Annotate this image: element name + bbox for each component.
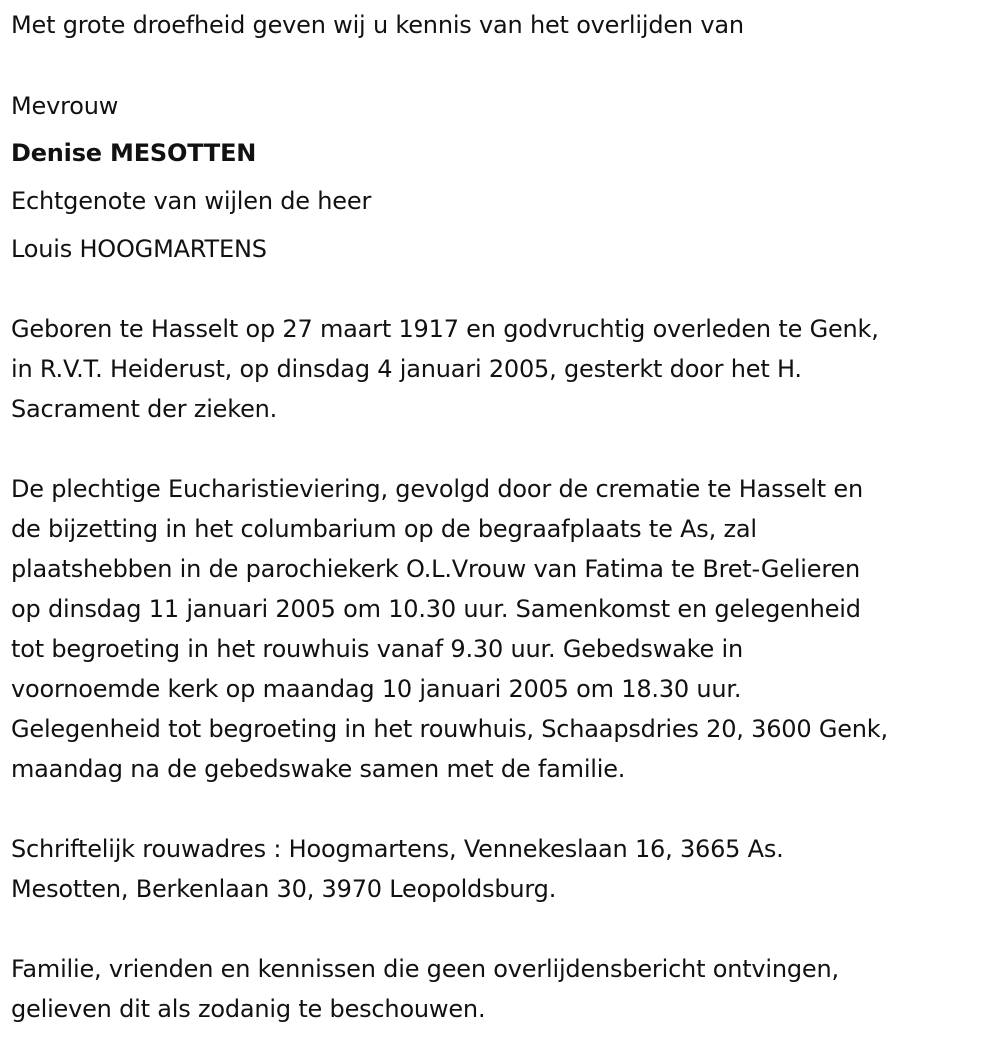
spouse-name: Louis HOOGMARTENS xyxy=(11,235,267,263)
ceremony-line-8: maandag na de gebedswake samen met de familie. xyxy=(11,755,626,783)
ceremony-line-7: Gelegenheid tot begroeting in het rouwhuis, Schaapsdries 20, 3600 Genk, xyxy=(11,715,888,743)
deceased-relation: Echtgenote van wijlen de heer xyxy=(11,187,372,215)
birth-death-line-1: Geboren te Hasselt op 27 maart 1917 en godvruchtig overleden te Genk, xyxy=(11,315,879,343)
deceased-title: Mevrouw xyxy=(11,92,119,120)
ceremony-line-3: plaatshebben in de parochiekerk O.L.Vrouw van Fatima te Bret-Gelieren xyxy=(11,555,861,583)
ceremony-line-5: tot begroeting in het rouwhuis vanaf 9.30 uur. Gebedswake in xyxy=(11,635,743,663)
address-line-2: Mesotten, Berkenlaan 30, 3970 Leopoldsburg. xyxy=(11,875,557,903)
birth-death-line-3: Sacrament der zieken. xyxy=(11,395,278,423)
closing-line-1: Familie, vrienden en kennissen die geen overlijdensbericht ontvingen, xyxy=(11,955,839,983)
address-line-1: Schriftelijk rouwadres : Hoogmartens, Vennekeslaan 16, 3665 As. xyxy=(11,835,784,863)
ceremony-line-6: voornoemde kerk op maandag 10 januari 2005 om 18.30 uur. xyxy=(11,675,742,703)
birth-death-line-2: in R.V.T. Heiderust, op dinsdag 4 januari 2005, gesterkt door het H. xyxy=(11,355,802,383)
intro-text: Met grote droefheid geven wij u kennis van het overlijden van xyxy=(11,11,744,39)
ceremony-line-2: de bijzetting in het columbarium op de begraafplaats te As, zal xyxy=(11,515,757,543)
deceased-name: Denise MESOTTEN xyxy=(11,139,257,167)
ceremony-line-1: De plechtige Eucharistieviering, gevolgd door de crematie te Hasselt en xyxy=(11,475,863,503)
closing-line-2: gelieven dit als zodanig te beschouwen. xyxy=(11,995,486,1023)
ceremony-line-4: op dinsdag 11 januari 2005 om 10.30 uur. Samenkomst en gelegenheid xyxy=(11,595,861,623)
